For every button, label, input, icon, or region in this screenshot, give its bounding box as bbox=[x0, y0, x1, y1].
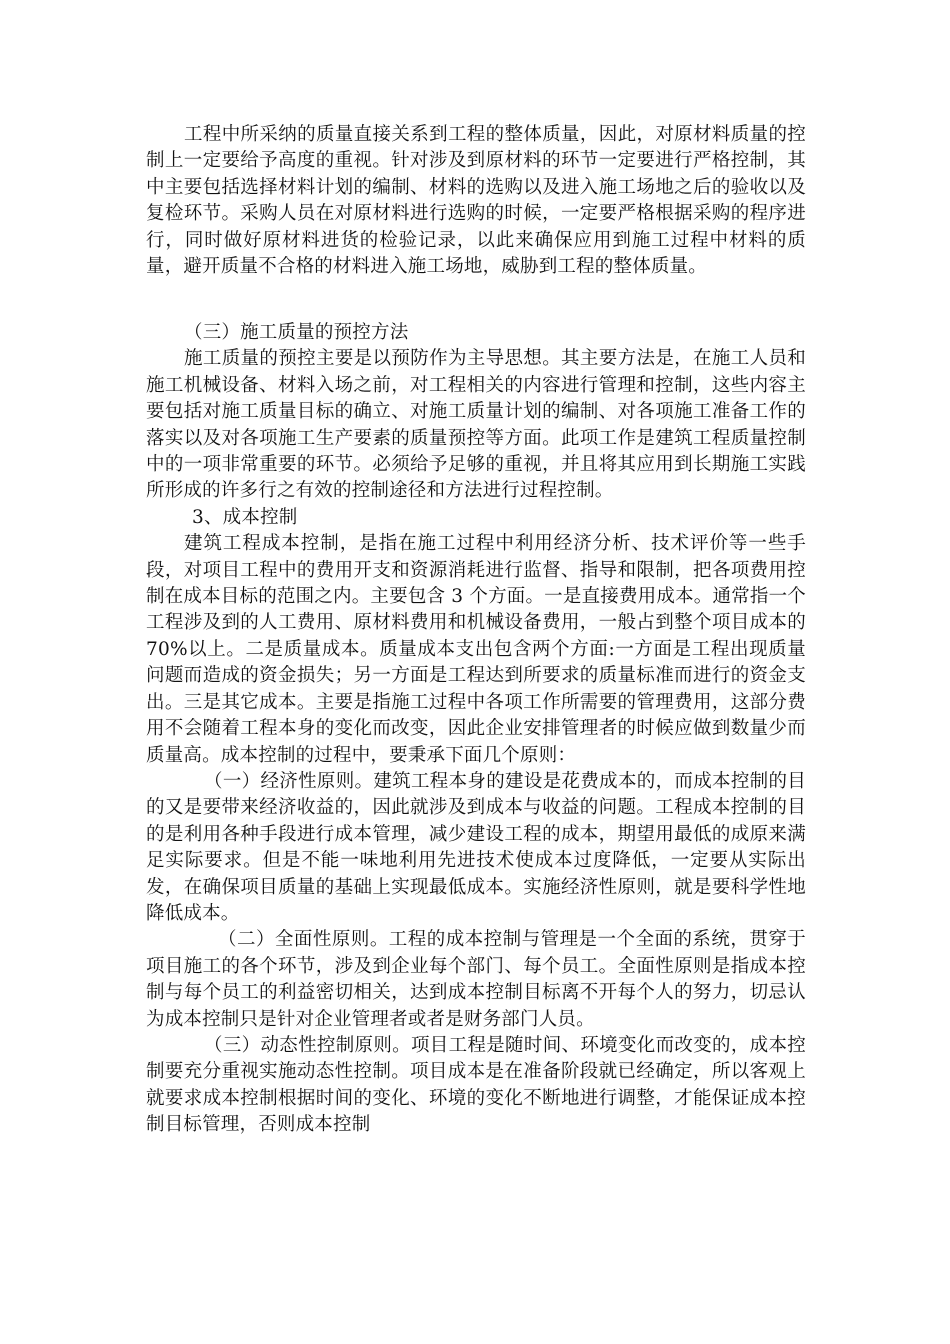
paragraph-dynamic-principle: （三）动态性控制原则。项目工程是随时间、环境变化而改变的，成本控制要充分重视实施动态性控制。项目成本是在准备阶段就已经确定，所以客观上就要求成本控制根据时间的变化、环境的变化不断地进行调整，才能保证成本控制目标管理，否则成本控制 bbox=[146, 1034, 806, 1136]
paragraph-quality-precontrol: 施工质量的预控主要是以预防作为主导思想。其主要方法是，在施工人员和施工机械设备、材料入场之前，对工程相关的内容进行管理和控制，这些内容主要包括对施工质量目标的确立、对施工质量计划的编制、对各项施工准备工作的落实以及对各项施工生产要素的质量预控等方面。此项工作是建筑工程质量控制中的一项非常重要的环节。必须给予足够的重视，并且将其应用到长期施工实践所形成的许多行之有效的控制途径和方法进行过程控制。 bbox=[146, 348, 806, 502]
text-column-top bbox=[146, 122, 806, 280]
paragraph-comprehensive-principle: （二）全面性原则。工程的成本控制与管理是一个全面的系统，贯穿于项目施工的各个环节，涉及到企业每个部门、每个员工。全面性原则是指成本控制与每个员工的利益密切相关，达到成本控制目标离不开每个人的努力，切忌认为成本控制只是针对企业管理者或者是财务部门人员。 bbox=[146, 929, 806, 1030]
paragraph-cost-control: 建筑工程成本控制，是指在施工过程中利用经济分析、技术评价等一些手段，对项目工程中的费用开支和资源消耗进行监督、指导和限制，把各项费用控制在成本目标的范围之内。主要包含 3 个方面。一是直接费用成本。通常指一个工程涉及到的人工费用、原材料费用和机械设备费用，一般占到整个项目成本的 70%以上。二是质量成本。质量成本支出包含两个方面:一方面是工程出现质量问题而造成的资金损失；另一方面是工程达到所要求的质量标准而进行的资金支出。三是其它成本。主要是指施工过程中各项工作所需要的管理费用，这部分费用不会随着工程本身的变化而改变，因此企业安排管理者的时候应做到数量少而质量高。成本控制的过程中，要秉承下面几个原则： bbox=[146, 533, 806, 766]
paragraph-raw-material-quality: 工程中所采纳的质量直接关系到工程的整体质量，因此，对原材料质量的控制上一定要给予高度的重视。针对涉及到原材料的环节一定要进行严格控制，其中主要包括选择材料计划的编制、材料的选购以及进入施工场地之后的验收以及复检环节。采购人员在对原材料进行选购的时候，一定要严格根据采购的程序进行，同时做好原材料进货的检验记录，以此来确保应用到施工过程中材料的质量，避开质量不合格的材料进入施工场地，威胁到工程的整体质量。 bbox=[146, 124, 806, 278]
section-heading-quality-precontrol: （三）施工质量的预控方法 bbox=[184, 322, 409, 343]
paragraph-economy-principle: （一）经济性原则。建筑工程本身的建设是花费成本的，而成本控制的目的又是要带来经济收益的，因此就涉及到成本与收益的问题。工程成本控制的目的是利用各种手段进行成本管理，减少建设工程的成本，期望用最低的成原来满足实际要求。但是不能一味地利用先进技术使成本过度降低，一定要从实际出发，在确保项目质量的基础上实现最低成本。实施经济性原则，就是要科学性地降低成本。 bbox=[146, 770, 806, 924]
text-column-main bbox=[146, 320, 806, 1139]
section-heading-cost-control: 3、成本控制 bbox=[192, 506, 298, 528]
